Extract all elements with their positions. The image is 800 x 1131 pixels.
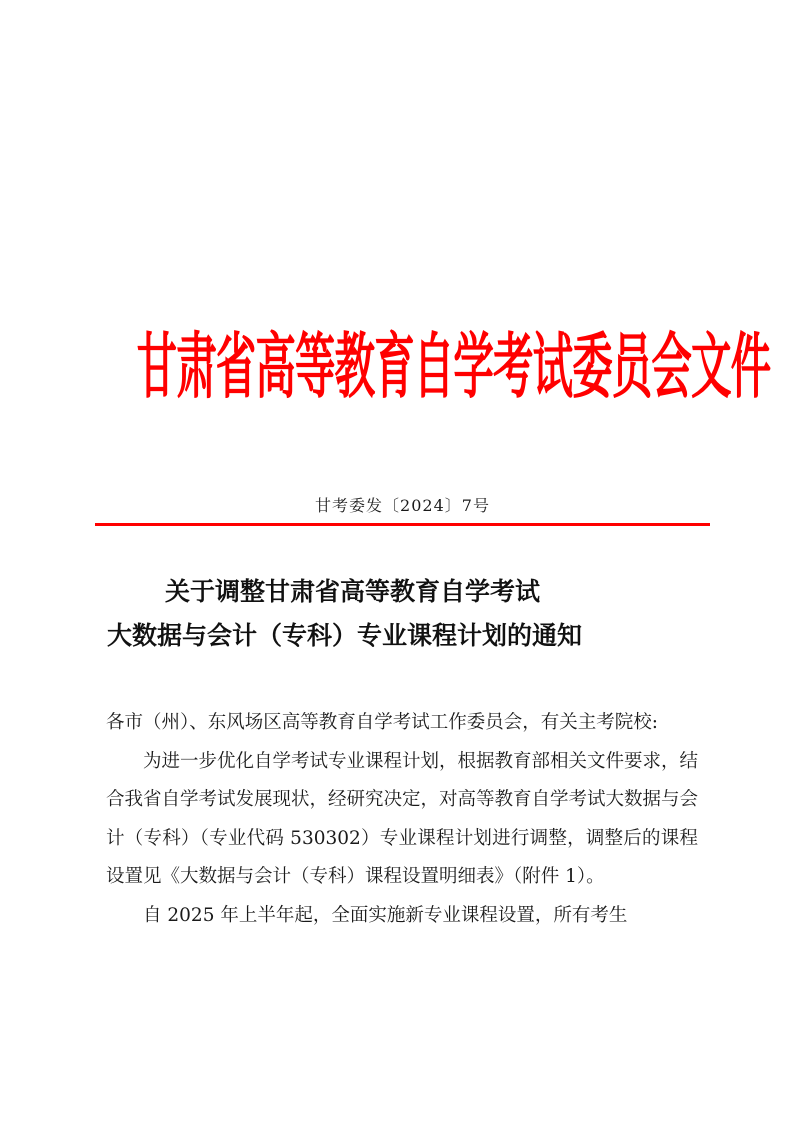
notice-title-line-1: 关于调整甘肃省高等教育自学考试	[165, 577, 541, 606]
document-number: 甘考委发〔2024〕7号	[315, 496, 490, 515]
red-divider-rule	[95, 523, 710, 526]
masthead-title: 甘肃省高等教育自学考试委员会文件	[136, 324, 771, 408]
notice-title-line-2: 大数据与会计（专科）专业课程计划的通知	[107, 621, 583, 650]
body-paragraph-2: 自 2025 年上半年起，全面实施新专业课程设置，所有考生	[143, 904, 628, 926]
notice-body	[106, 704, 698, 936]
salutation: 各市（州）、东风场区高等教育自学考试工作委员会，有关主考院校:	[106, 712, 658, 733]
body-paragraph-1: 为进一步优化自学考试专业课程计划，根据教育部相关文件要求，结合我省自学考试发展现状，经研究决定，对高等教育自学考试大数据与会计（专科）（专业代码 530302）专业课程计划进行调整，调整后的课程设置见《大数据与会计（专科）课程设置明细表》（附件 1）。	[106, 750, 699, 888]
